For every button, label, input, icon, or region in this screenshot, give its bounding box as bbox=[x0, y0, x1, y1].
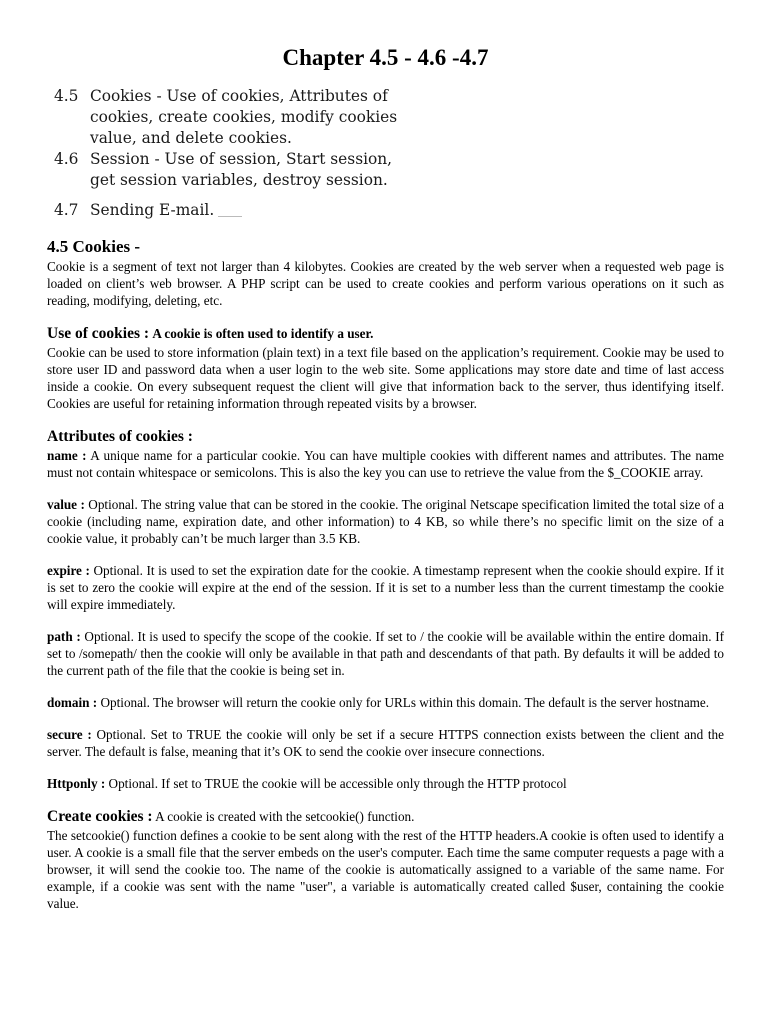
attribute-term: expire : bbox=[47, 563, 90, 578]
use-of-cookies-heading: Use of cookies : bbox=[47, 325, 150, 342]
spacer bbox=[47, 792, 724, 807]
spacer bbox=[47, 711, 724, 726]
attribute-term: Httponly : bbox=[47, 776, 106, 791]
attribute-term: path : bbox=[47, 629, 81, 644]
attributes-heading-line bbox=[47, 427, 724, 447]
attribute-description: Optional. It is used to set the expiration date for the cookie. A timestamp represent when the cookie should expire. If it is set to zero the cookie will expire at the end of the session. If it is set to a number less than the current timestamp the cookie will expire immediately. bbox=[47, 563, 725, 612]
spacer bbox=[47, 547, 724, 562]
attribute-description: Optional. The string value that can be stored in the cookie. The original Netscape specification limited the total size of a cookie (including name, expiration date, and other information) to 4 KB, so while there’s no specific limit on the size of a cookie value, it probably can’t be much larger than 3.5 KB. bbox=[47, 497, 725, 546]
syllabus-number: 4.7 bbox=[54, 201, 79, 219]
attribute-value-paragraph bbox=[47, 496, 724, 547]
syllabus-text-wrap bbox=[90, 200, 404, 221]
use-of-cookies-paragraph: Cookie can be used to store information (plain text) in a text file based on the application’s requirement. Cookie may be used to store user ID and password data when a user login to the web site. Some applications may store date and time of last access inside a cookie. On every subsequent request the client will give that information back to the server, thus identifying itself. Cookies are useful for retaining information through repeated visits by a browser. bbox=[47, 345, 724, 411]
create-cookies-paragraph: The setcookie() function defines a cookie to be sent along with the rest of the HTTP headers.A cookie is often used to identify a user. A cookie is a small file that the server embeds on the user's computer. Each time the same computer requests a page with a browser, it will send the cookie too. The name of the cookie is automatically assigned to a variable of the same name. For example, if a cookie was sent with the name "user", a variable is automatically created called $user, containing the cookie value. bbox=[47, 828, 724, 911]
syllabus-text: Sending E-mail. bbox=[90, 201, 215, 219]
use-of-cookies-subheading: A cookie is often used to identify a user. bbox=[152, 326, 374, 341]
attribute-term: secure : bbox=[47, 727, 92, 742]
syllabus-item bbox=[54, 86, 404, 149]
main-content bbox=[47, 236, 724, 912]
use-of-cookies-heading-line bbox=[47, 324, 724, 344]
create-cookies-heading: Create cookies : bbox=[47, 808, 153, 825]
attribute-secure-paragraph bbox=[47, 726, 724, 760]
attribute-expire-paragraph bbox=[47, 562, 724, 613]
attribute-description: A unique name for a particular cookie. You can have multiple cookies with different names and attributes. The name must not contain whitespace or semicolons. This is also the key you can use to retrieve the value from the $_COOKIE array. bbox=[47, 448, 724, 480]
attribute-description: Optional. Set to TRUE the cookie will only be set if a secure HTTPS connection exists between the client and the server. The default is false, meaning that it’s OK to send the cookie over insecure connections. bbox=[47, 727, 724, 759]
cookies-intro-paragraph: Cookie is a segment of text not larger than 4 kilobytes. Cookies are created by the web server when a requested web page is loaded on client’s web browser. A PHP script can be used to create cookies and perform various operations on it such as reading, modifying, deleting, etc. bbox=[47, 259, 724, 308]
syllabus-number: 4.5 bbox=[54, 87, 79, 105]
section-heading-cookies: 4.5 Cookies - bbox=[47, 237, 141, 256]
attribute-term: domain : bbox=[47, 695, 98, 710]
syllabus-item bbox=[54, 200, 404, 221]
spacer bbox=[47, 679, 724, 694]
page-title: Chapter 4.5 - 4.6 -4.7 bbox=[282, 45, 489, 70]
syllabus-text: Session - Use of session, Start session, get session variables, destroy session. bbox=[90, 150, 393, 189]
syllabus-text: Cookies - Use of cookies, Attributes of cookies, create cookies, modify cookies value, and delete cookies. bbox=[90, 87, 398, 147]
spacer bbox=[47, 412, 724, 427]
syllabus-number: 4.6 bbox=[54, 150, 79, 168]
syllabus-list bbox=[54, 86, 404, 221]
spacer bbox=[47, 613, 724, 628]
attributes-heading: Attributes of cookies : bbox=[47, 428, 193, 445]
spacer bbox=[47, 760, 724, 775]
attribute-name-paragraph bbox=[47, 447, 724, 481]
attribute-description: Optional. It is used to specify the scope of the cookie. If set to / the cookie will be available within the entire domain. If set to /somepath/ then the cookie will only be available in that path and descendants of that path. By defaults it will be added to the current path of the file that the cookie is being set in. bbox=[47, 629, 724, 678]
attribute-description: Optional. If set to TRUE the cookie will be accessible only through the HTTP protocol bbox=[105, 776, 567, 791]
scan-underline-mark bbox=[218, 216, 242, 217]
attribute-term: name : bbox=[47, 448, 87, 463]
attribute-term: value : bbox=[47, 497, 85, 512]
attribute-path-paragraph bbox=[47, 628, 724, 679]
create-cookies-heading-line bbox=[47, 807, 724, 827]
spacer bbox=[47, 309, 724, 324]
attribute-domain-paragraph bbox=[47, 694, 724, 711]
create-cookies-subheading: A cookie is created with the setcookie() function. bbox=[155, 809, 415, 824]
spacer bbox=[47, 481, 724, 496]
attribute-httponly-paragraph bbox=[47, 775, 724, 792]
syllabus-item bbox=[54, 149, 404, 191]
attribute-description: Optional. The browser will return the cookie only for URLs within this domain. The default is the server hostname. bbox=[97, 695, 710, 710]
